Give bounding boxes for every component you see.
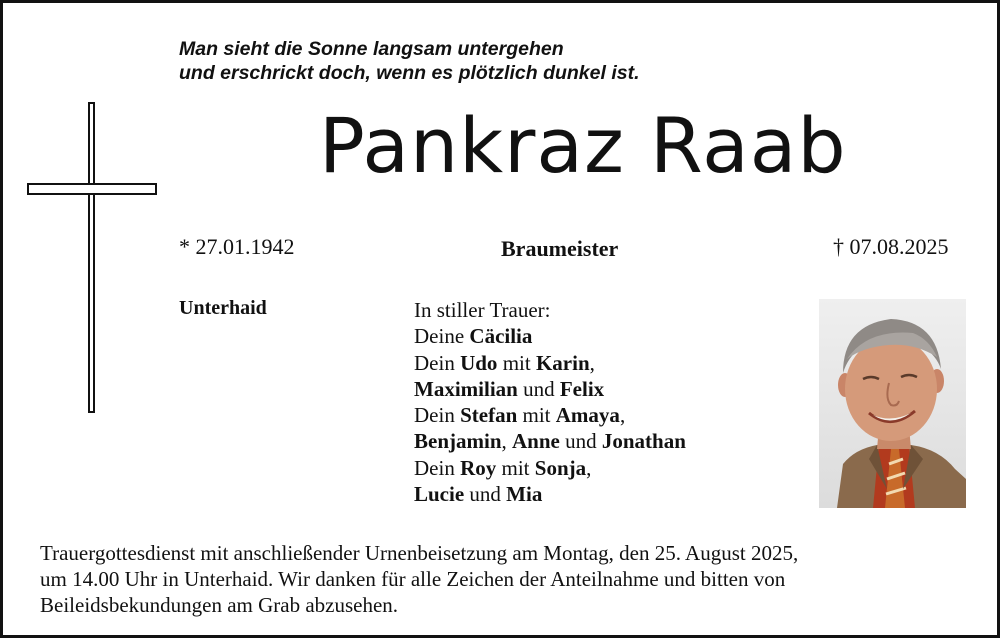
hometown: Unterhaid — [179, 297, 267, 319]
mourner-line — [414, 428, 686, 454]
mourner-name: Sonja — [534, 455, 587, 480]
mourner-connector: Dein — [414, 350, 461, 375]
mourner-name: Amaya — [555, 403, 620, 428]
birth-date: * 27.01.1942 — [179, 234, 295, 259]
notice-line-2: um 14.00 Uhr in Unterhaid. Wir danken für alle Zeichen der Anteilnahme und bitten von — [40, 567, 786, 591]
mourner-connector: mit — [517, 403, 556, 428]
motto-line-2: und erschrickt doch, wenn es plötzlich dunkel ist. — [179, 62, 640, 84]
mourner-name: Stefan — [460, 403, 518, 428]
mourner-line — [414, 323, 686, 349]
mourner-name: Lucie — [414, 482, 465, 507]
notice-line-3: Beileidsbekundungen am Grab abzusehen. — [40, 593, 399, 617]
funeral-notice — [40, 540, 980, 618]
notice-line-1: Trauergottesdienst mit anschließender Urnenbeisetzung am Montag, den 25. August 2025, — [40, 541, 799, 565]
deceased-name: Pankraz Raab — [319, 101, 847, 190]
mourner-connector: , — [586, 455, 592, 480]
mourner-connector: , — [589, 350, 595, 375]
cross-joint — [90, 185, 93, 193]
mourner-line — [414, 402, 686, 428]
death-date: † 07.08.2025 — [833, 234, 949, 259]
mourner-connector: mit — [497, 350, 536, 375]
mourner-name: Cäcilia — [469, 324, 533, 349]
mourners-heading: In stiller Trauer: — [414, 298, 551, 322]
mourner-line — [414, 350, 686, 376]
mourner-name: Jonathan — [601, 429, 686, 454]
mourner-name: Udo — [460, 350, 498, 375]
mourner-line — [414, 376, 686, 402]
mourner-name: Karin — [535, 350, 590, 375]
motto-line-1: Man sieht die Sonne langsam untergehen — [179, 38, 564, 60]
mourner-name: Benjamin — [414, 429, 502, 454]
mourner-connector: , — [619, 403, 626, 428]
mourner-connector: Dein — [414, 403, 461, 428]
mourner-lines — [414, 323, 686, 507]
mourner-connector: und — [559, 429, 602, 454]
mourners-list — [414, 297, 686, 507]
mourner-connector: mit — [496, 455, 535, 480]
motto — [179, 37, 640, 85]
mourner-name: Anne — [512, 429, 560, 454]
mourner-connector: und — [464, 482, 507, 507]
mourner-connector: und — [517, 376, 560, 401]
portrait-image — [819, 299, 966, 508]
mourner-connector: , — [501, 429, 513, 454]
cross-vertical-beam — [88, 102, 95, 413]
mourner-name: Felix — [559, 376, 605, 401]
mourner-name: Mia — [506, 482, 543, 507]
portrait-photo — [819, 299, 966, 508]
mourner-connector: Deine — [414, 324, 470, 349]
mourner-name: Maximilian — [414, 376, 518, 401]
mourner-line — [414, 481, 686, 507]
mourner-line — [414, 455, 686, 481]
mourner-name: Roy — [460, 455, 497, 480]
profession: Braumeister — [501, 236, 619, 261]
mourner-connector: Dein — [414, 455, 461, 480]
